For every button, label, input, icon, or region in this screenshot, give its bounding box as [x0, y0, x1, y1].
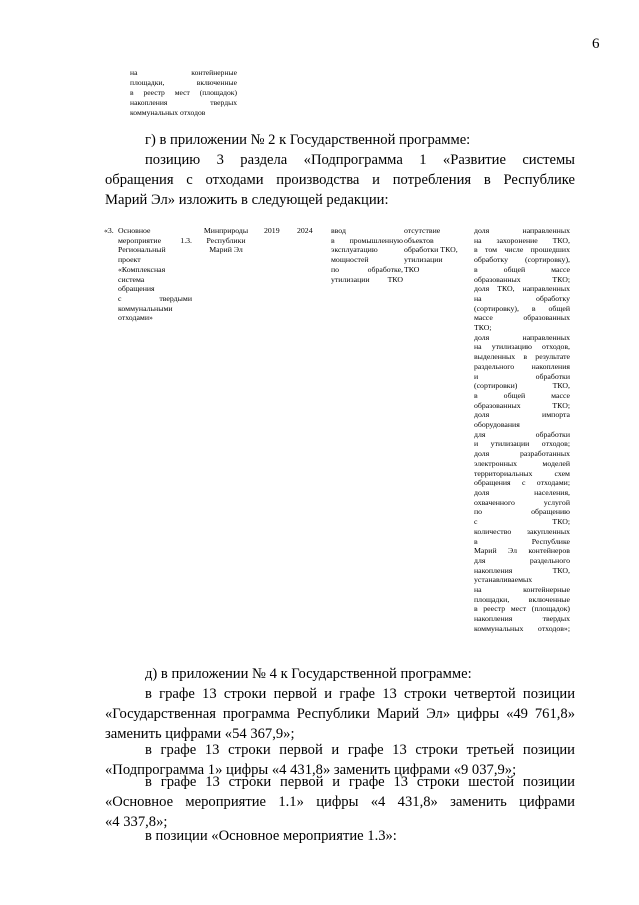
indicator-line: охваченного услугой	[474, 497, 570, 507]
executor-line: Минприроды	[203, 226, 249, 235]
indicator-line: на обработку	[474, 293, 570, 303]
name-line: коммунальными	[118, 303, 173, 313]
indicator-line: обработку (сортировку),	[474, 255, 570, 265]
item-d-p1-line3: заменить цифрами «54 367,9»;	[105, 726, 295, 742]
indicator-line: в общей массе	[474, 264, 570, 274]
table-fragment-top	[130, 68, 237, 118]
indicator-line: и утилизации отходов;	[474, 439, 570, 449]
indicator-line: с ТКО;	[474, 517, 570, 527]
cell-end-year: 2024	[297, 226, 313, 235]
executor-line: Республики	[206, 235, 246, 245]
item-g-line4: Марий Эл» изложить в следующей редакции:	[105, 192, 389, 208]
item-d-p3-line1: в графе 13 строки первой и графе 13 строки шестой позиции	[145, 774, 575, 790]
indicator-line: территориальных схем	[474, 468, 570, 478]
name-line: проект	[118, 255, 141, 265]
item-g-line3: обращения с отходами производства и потребления в Республике	[105, 172, 575, 188]
indicator-line: образованных ТКО;	[474, 274, 570, 284]
indicator-line: на контейнерные	[474, 585, 570, 595]
item-d-p2-line2: «Подпрограмма 1» цифры «4 431,8» заменить цифрами «9 037,9»;	[105, 762, 517, 778]
indicator-line: на утилизацию отходов,	[474, 342, 570, 352]
failure-line: обработки ТКО,	[404, 245, 458, 255]
failure-line: отсутствие	[404, 226, 441, 235]
item-d-p4-line1: в позиции «Основное мероприятие 1.3»:	[145, 828, 397, 844]
item-g-line1: г) в приложении № 2 к Государственной программе:	[145, 132, 471, 148]
indicator-line: на захоронение ТКО,	[474, 235, 570, 245]
indicator-line: доля ТКО, направленных	[474, 284, 570, 294]
item-d-p2-line1: в графе 13 строки первой и графе 13 строки третьей позиции	[145, 742, 575, 758]
indicator-line: массе образованных	[474, 313, 570, 323]
item-g-line2: позицию 3 раздела «Подпрограмма 1 «Развитие системы	[145, 152, 575, 168]
indicator-line: выделенных в результате	[474, 352, 570, 362]
result-line: ввод	[331, 226, 346, 235]
indicator-line: для обработки	[474, 429, 570, 439]
indicator-line: и обработки	[474, 371, 570, 381]
indicator-line: количество закупленных	[474, 526, 570, 536]
item-d-intro	[105, 664, 575, 684]
result-line: эксплуатацию	[331, 245, 378, 255]
fragment-line: в реестр мест (площадок)	[130, 88, 237, 97]
indicator-line: по обращению	[474, 507, 570, 517]
failure-line: объектов	[404, 235, 434, 245]
indicator-line: доля разработанных	[474, 449, 570, 459]
indicator-line: электронных моделей	[474, 458, 570, 468]
cell-result	[331, 226, 403, 284]
item-d-p1-line2: «Государственная программа Республики Марий Эл» цифры «49 761,8»	[105, 706, 575, 722]
name-line: Региональный	[118, 245, 166, 255]
result-line: мощностей	[331, 255, 369, 265]
fragment-line: площадки, включенные	[130, 78, 237, 87]
indicator-line: доля направленных	[474, 332, 570, 342]
cell-failure	[404, 226, 472, 275]
name-line: Основное	[118, 226, 151, 235]
fragment-line: накопления твердых	[130, 98, 237, 107]
item-d-paragraph-4	[105, 826, 575, 846]
indicator-line: площадки, включенные	[474, 594, 570, 604]
indicator-line: Марий Эл контейнеров	[474, 546, 570, 556]
item-d-p3-line3: «4 337,8»;	[105, 814, 168, 830]
indicator-line: образованных ТКО;	[474, 400, 570, 410]
indicator-line: (сортировку), в общей	[474, 303, 570, 313]
name-line: отходами»	[118, 313, 153, 323]
result-line: по обработке,	[331, 264, 403, 274]
result-line: в промышленную	[331, 235, 403, 245]
name-line: «Комплексная	[118, 264, 166, 274]
fragment-line: на контейнерные	[130, 68, 237, 77]
name-line: мероприятие 1.3.	[118, 235, 192, 245]
item-d-p3-line2: «Основное мероприятие 1.1» цифры «4 431,8» заменить цифрами	[105, 794, 575, 810]
indicator-line: доля импорта	[474, 410, 570, 420]
executor-line: Марий Эл	[209, 245, 243, 255]
indicator-line: доля населения,	[474, 487, 570, 497]
indicator-line: оборудования	[474, 420, 520, 430]
program-table-row	[104, 226, 576, 646]
indicator-line: для раздельного	[474, 555, 570, 565]
cell-indicators	[474, 226, 570, 634]
item-g-paragraph	[105, 150, 575, 210]
indicator-line: накопления ТКО,	[474, 565, 570, 575]
indicator-line: в Республике	[474, 536, 570, 546]
indicator-line: (сортировки) ТКО,	[474, 381, 570, 391]
item-d-intro-text: д) в приложении № 4 к Государственной программе:	[145, 666, 472, 682]
cell-number: «3.	[104, 226, 114, 235]
indicator-line: в том числе прошедших	[474, 245, 570, 255]
indicator-line: обращения с отходами;	[474, 478, 570, 488]
indicator-line: накопления твердых	[474, 614, 570, 624]
result-line: утилизации ТКО	[331, 274, 403, 284]
indicator-line: в реестр мест (площадок)	[474, 604, 570, 614]
indicator-line: коммунальных отходов»;	[474, 623, 570, 633]
name-line: с твердыми	[118, 293, 192, 303]
item-d-paragraph-3	[105, 772, 575, 832]
name-line: система	[118, 274, 145, 284]
fragment-line: коммунальных отходов	[130, 108, 206, 117]
cell-executor	[201, 226, 251, 255]
cell-name	[118, 226, 192, 323]
indicator-line: раздельного накопления	[474, 361, 570, 371]
item-g-intro	[105, 130, 575, 150]
failure-line: ТКО	[404, 264, 420, 274]
failure-line: утилизации	[404, 255, 443, 265]
indicator-line: доля направленных	[474, 226, 570, 235]
indicator-line: в общей массе	[474, 390, 570, 400]
page-number: 6	[592, 36, 600, 52]
name-line: обращения	[118, 284, 155, 294]
indicator-line: устанавливаемых	[474, 575, 533, 585]
cell-start-year: 2019	[264, 226, 280, 235]
item-d-paragraph-1	[105, 684, 575, 744]
item-d-p1-line1: в графе 13 строки первой и графе 13 строки четвертой позиции	[145, 686, 575, 702]
indicator-line: ТКО;	[474, 323, 492, 333]
